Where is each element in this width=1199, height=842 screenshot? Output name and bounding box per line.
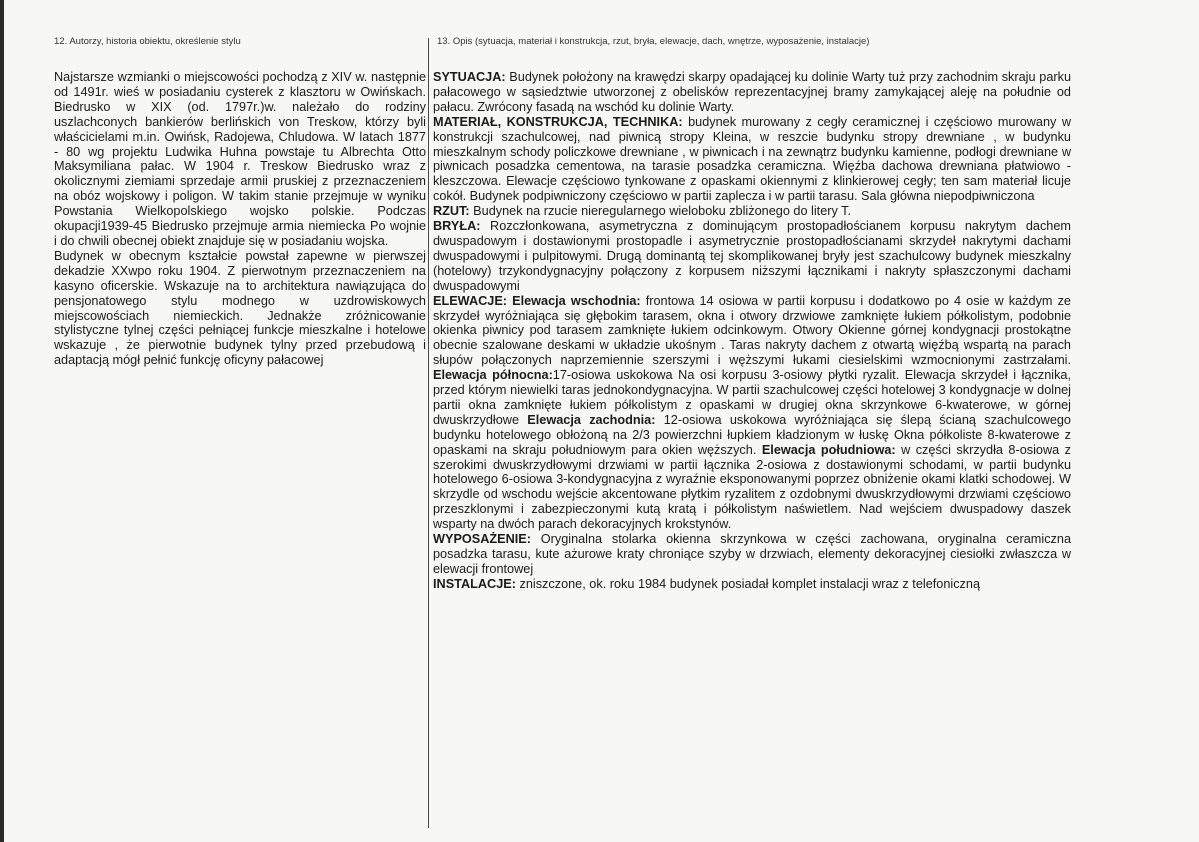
section-text: Oryginalna stolarka okienna skrzynkowa w części zachowana, oryginalna ceramiczna posadzka tarasu, kute ażurowe kraty chroniące szyby w drzwiach, elementy dekoracyjnej ciesiołki zwłaszcza w elewacji frontowej (433, 532, 1071, 576)
description-column (433, 70, 1071, 592)
scan-edge (0, 0, 4, 842)
header-history: 12. Autorzy, historia obiektu, określenie stylu (54, 36, 241, 47)
section-text: w części skrzydła 8-osiowa z szerokimi dwuskrzydłowymi drzwiami w partii łącznika 2-osiowa z dostawionymi schodami, w partii budynku hotelowego 6-osiowa 3-kondygnacyjna z wyraźnie eksponowanymi poprzez obniżenie okami klatki schodowej. W skrzydle od wschodu wejście akcentowane płytkim ryzalitem z ozdobnymi dwuskrzydłowymi drzwiami częściowo przeszklonymi i zabezpieczonymi kutą kratą i półkolistym naświetlem. Nad wejściem dwuspadowy daszek wsparty na dwóch parach dekoracyjnych krokstynów. (433, 442, 1072, 532)
section-bryla (433, 219, 1071, 294)
subsection-label: Elewacja wschodnia: (507, 293, 641, 308)
section-rzut (433, 204, 1071, 219)
section-text: Rozczłonkowana, asymetryczna z dominującym prostopadłościanem korpusu nakrytym dachem dwuspadowym i dostawionymi prostopadle i asymetrycznie prostopadłościanami skrzydeł nakrytymi dachami dwuspadowymi i pulpitowymi. Drugą dominantą tej skomplikowanej bryły jest szachulcowy budynek mieszkalny (hotelowy) trzykondygnacyjny połączony z korpusem niższymi łącznikami i nakryty spłaszczonymi dachami dwuspadowymi (433, 219, 1071, 293)
subsection-label: Elewacja południowa: (756, 442, 896, 457)
section-text: Budynek na rzucie nieregularnego wieloboku zbliżonego do litery T. (469, 204, 851, 219)
section-text: zniszczone, ok. roku 1984 budynek posiadał komplet instalacji wraz z telefoniczną (515, 576, 981, 591)
header-description: 13. Opis (sytuacja, materiał i konstrukcja, rzut, bryła, elewacje, dach, wnętrze, wyposażenie, instalacje) (437, 36, 870, 47)
subsection-label: Elewacja zachodnia: (519, 412, 656, 427)
section-material (433, 115, 1071, 204)
section-sytuacja (433, 70, 1071, 115)
history-paragraph: Budynek w obecnym kształcie powstał zapewne w pierwszej dekadzie XXwpo roku 1904. Z pierwotnym przeznaczeniem na kasyno oficerskie. Wskazuje na to architektura nawiązująca do pensjonatowego stylu modnego w uzdrowiskowych miejscowościach niemieckich. Jednakże zróżnicowanie stylistyczne tylnej części pełniącej funkcje mieszkalne i hotelowe wskazuje , że pierwotnie budynek tylny przed przebudową i adaptacją mógł pełnić funkcję oficyny pałacowej (54, 248, 426, 368)
section-label: ELEWACJE: (433, 293, 508, 308)
section-instalacje (433, 577, 1071, 592)
section-label: BRYŁA: (433, 219, 481, 234)
section-elewacje (433, 294, 1071, 533)
section-label: RZUT: (433, 204, 470, 219)
section-text: 17-osiowa uskokowa Na osi korpusu 3-osiowy płytki ryzalit. Elewacja skrzydeł i łącznika, przed którym niewielki taras jednokondygnacyjna. W partii szachulcowej części hotelowej 3 kondygnacje w dolnej partii okna zamknięte łukiem półkolistym z opaskami w drugiej okna skrzynkowe 6-kwaterowe, w górnej dwuskrzydłowe (433, 368, 1071, 427)
history-paragraph: Najstarsze wzmianki o miejscowości pochodzą z XIV w. następnie od 1491r. wieś w posiadaniu cysterek z klasztoru w Owińskach. Biedrusko w XIX (od. 1797r.)w. należało do rodziny uszlachconych bankierów berlińskich von Treskow, którzy byli właścicielami m.in. Owińsk, Radojewa, Chludowa. W latach 1877 - 80 wg projektu Ludwika Huhna powstaje tu Albrechta Otto Maksymiliana pałac. W 1904 r. Treskow Biedrusko wraz z okolicznymi ziemiami sprzedaje armii pruskiej z przeznaczeniem na obóz wojskowy i poligon. W takim stanie przejmuje w wyniku Powstania Wielkopolskiego wojsko polskie. Podczas okupacji1939-45 Biedrusko przejmuje armia niemiecka Po wojnie i do chwili obecnej obiekt znajduje się w posiadaniu wojska. (54, 70, 426, 248)
section-label: WYPOSAŻENIE: (433, 532, 531, 547)
section-wyposazenie (433, 532, 1071, 577)
section-label: SYTUACJA: (433, 70, 506, 84)
subsection-label: Elewacja północna: (433, 368, 553, 383)
column-divider (428, 38, 429, 828)
history-column (54, 70, 426, 368)
section-text: frontowa 14 osiowa w partii korpusu i dodatkowo po 4 osie w każdym ze skrzydeł wyróżniająca się głębokim tarasem, okna i otwory drzwiowe zamknięte łukiem półkolistym, podobnie okienka piwnicy pod tarasem zamknięte łukiem odcinkowym. Otwory Okienne górnej kondygnacji prostokątne obecnie szalowane deskami w układzie ukośnym . Taras nakryty dachem z otwartą więźbą wspartą na parach słupów połączonych naprzemiennie szerszymi i węższymi łukami ciesielskimi wzmocnionymi zastrzałami. (433, 293, 1071, 368)
section-label: INSTALACJE: (433, 576, 516, 591)
section-text: 12-osiowa uskokowa wyróżniająca się ślepą ścianą szachulcowego budynku hotelowego obłożoną na 2/3 powierzchni łupkiem kładzionym w łuskę Okna półkoliste 8-kwaterowe z opaskami na skraju południowym para okien węższych. (433, 412, 1071, 457)
section-label: MATERIAŁ, KONSTRUKCJA, TECHNIKA: (433, 114, 683, 129)
section-text: Budynek położony na krawędzi skarpy opadającej ku dolinie Warty tuż przy zachodnim skraju parku pałacowego w sąsiedztwie utworzonej z obelisków reprezentacyjnej bramy zamykającej aleję na południe od pałacu. Zwrócony fasadą na wschód ku dolinie Warty. (433, 70, 1071, 114)
section-text: budynek murowany z cegły ceramicznej i częściowo murowany w konstrukcji szachulcowej, nad piwnicą stropy Kleina, w reszcie budynku stropy drewniane , w budynku mieszkalnym schody policzkowe drewniane , w piwnicach i na zewnątrz budynku kamienne, podłogi drewniane w piwnicach posadzka cementowa, na tarasie posadzka ceramiczna. Więźba dachowa drewniana płatwiowo - kleszczowa. Elewacje częściowo tynkowane z opaskami okiennymi z klinkierowej cegły; ten sam materiał licuje cokół. Budynek podpiwniczony częściowo w partii zaplecza i w partii tarasu. Sala główna niepodpiwniczona (433, 114, 1071, 204)
